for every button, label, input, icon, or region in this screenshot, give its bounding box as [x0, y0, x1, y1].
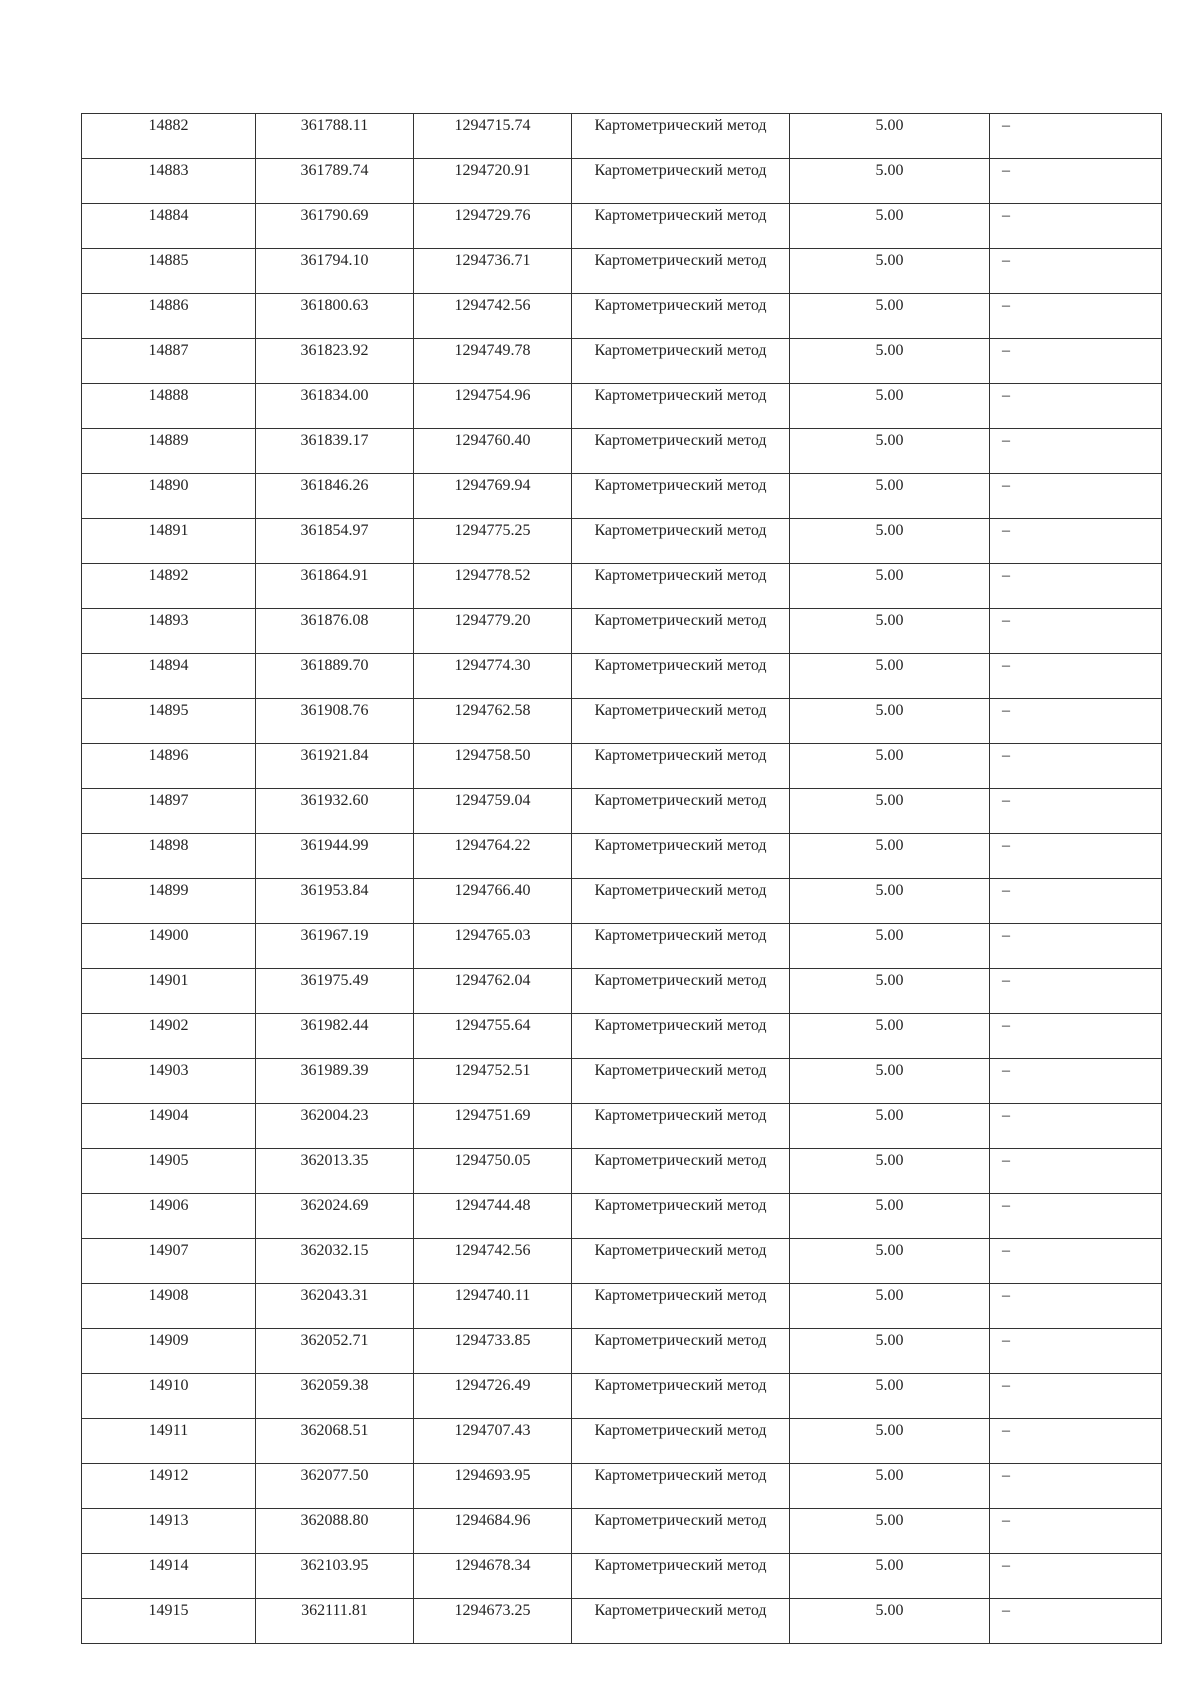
point-number-cell: 14891	[82, 519, 256, 564]
point-number-cell: 14910	[82, 1374, 256, 1419]
table-row	[82, 1554, 1162, 1599]
accuracy-cell: 5.00	[790, 1509, 990, 1554]
coordinate-x-cell: 361975.49	[256, 969, 414, 1014]
point-number-cell: 14914	[82, 1554, 256, 1599]
point-number-cell: 14892	[82, 564, 256, 609]
note-cell: –	[990, 564, 1162, 609]
method-cell: Картометрический метод	[572, 114, 790, 159]
coordinate-x-cell: 361864.91	[256, 564, 414, 609]
table-row	[82, 1419, 1162, 1464]
table-row	[82, 699, 1162, 744]
method-cell: Картометрический метод	[572, 969, 790, 1014]
coordinate-x-cell: 361790.69	[256, 204, 414, 249]
table-row	[82, 519, 1162, 564]
coordinate-x-cell: 362059.38	[256, 1374, 414, 1419]
coordinate-x-cell: 361794.10	[256, 249, 414, 294]
table-row	[82, 834, 1162, 879]
table-row	[82, 294, 1162, 339]
point-number-cell: 14893	[82, 609, 256, 654]
point-number-cell: 14902	[82, 1014, 256, 1059]
note-cell: –	[990, 1419, 1162, 1464]
coordinate-y-cell: 1294775.25	[414, 519, 572, 564]
coordinate-x-cell: 361846.26	[256, 474, 414, 519]
coordinate-y-cell: 1294729.76	[414, 204, 572, 249]
note-cell: –	[990, 1149, 1162, 1194]
coordinate-x-cell: 362088.80	[256, 1509, 414, 1554]
coordinate-y-cell: 1294752.51	[414, 1059, 572, 1104]
accuracy-cell: 5.00	[790, 654, 990, 699]
method-cell: Картометрический метод	[572, 474, 790, 519]
coordinate-x-cell: 362077.50	[256, 1464, 414, 1509]
method-cell: Картометрический метод	[572, 1374, 790, 1419]
note-cell: –	[990, 474, 1162, 519]
point-number-cell: 14904	[82, 1104, 256, 1149]
table-row	[82, 1194, 1162, 1239]
method-cell: Картометрический метод	[572, 654, 790, 699]
point-number-cell: 14895	[82, 699, 256, 744]
accuracy-cell: 5.00	[790, 1554, 990, 1599]
note-cell: –	[990, 114, 1162, 159]
point-number-cell: 14900	[82, 924, 256, 969]
coordinate-x-cell: 362024.69	[256, 1194, 414, 1239]
accuracy-cell: 5.00	[790, 1329, 990, 1374]
coordinate-x-cell: 361788.11	[256, 114, 414, 159]
method-cell: Картометрический метод	[572, 294, 790, 339]
accuracy-cell: 5.00	[790, 384, 990, 429]
point-number-cell: 14905	[82, 1149, 256, 1194]
note-cell: –	[990, 1239, 1162, 1284]
table-row	[82, 1104, 1162, 1149]
table-row	[82, 384, 1162, 429]
point-number-cell: 14909	[82, 1329, 256, 1374]
table-row	[82, 924, 1162, 969]
coordinate-x-cell: 361989.39	[256, 1059, 414, 1104]
method-cell: Картометрический метод	[572, 1509, 790, 1554]
coordinate-x-cell: 361982.44	[256, 1014, 414, 1059]
method-cell: Картометрический метод	[572, 204, 790, 249]
method-cell: Картометрический метод	[572, 1419, 790, 1464]
coordinate-x-cell: 361908.76	[256, 699, 414, 744]
accuracy-cell: 5.00	[790, 969, 990, 1014]
note-cell: –	[990, 294, 1162, 339]
table-row	[82, 204, 1162, 249]
method-cell: Картометрический метод	[572, 789, 790, 834]
coordinate-y-cell: 1294758.50	[414, 744, 572, 789]
accuracy-cell: 5.00	[790, 159, 990, 204]
point-number-cell: 14899	[82, 879, 256, 924]
coordinate-y-cell: 1294715.74	[414, 114, 572, 159]
method-cell: Картометрический метод	[572, 699, 790, 744]
accuracy-cell: 5.00	[790, 1419, 990, 1464]
coordinate-y-cell: 1294760.40	[414, 429, 572, 474]
accuracy-cell: 5.00	[790, 609, 990, 654]
note-cell: –	[990, 654, 1162, 699]
note-cell: –	[990, 339, 1162, 384]
coordinate-x-cell: 361889.70	[256, 654, 414, 699]
accuracy-cell: 5.00	[790, 1149, 990, 1194]
coordinate-x-cell: 361839.17	[256, 429, 414, 474]
accuracy-cell: 5.00	[790, 204, 990, 249]
table-row	[82, 609, 1162, 654]
point-number-cell: 14888	[82, 384, 256, 429]
method-cell: Картометрический метод	[572, 744, 790, 789]
coordinate-y-cell: 1294740.11	[414, 1284, 572, 1329]
coordinate-x-cell: 361854.97	[256, 519, 414, 564]
note-cell: –	[990, 159, 1162, 204]
accuracy-cell: 5.00	[790, 744, 990, 789]
coordinate-y-cell: 1294707.43	[414, 1419, 572, 1464]
table-row	[82, 654, 1162, 699]
coordinate-y-cell: 1294750.05	[414, 1149, 572, 1194]
method-cell: Картометрический метод	[572, 384, 790, 429]
coordinates-table	[81, 113, 1162, 1644]
coordinate-y-cell: 1294733.85	[414, 1329, 572, 1374]
accuracy-cell: 5.00	[790, 1374, 990, 1419]
method-cell: Картометрический метод	[572, 429, 790, 474]
coordinate-x-cell: 362032.15	[256, 1239, 414, 1284]
note-cell: –	[990, 1599, 1162, 1644]
point-number-cell: 14896	[82, 744, 256, 789]
table-row	[82, 744, 1162, 789]
note-cell: –	[990, 1104, 1162, 1149]
coordinate-x-cell: 362103.95	[256, 1554, 414, 1599]
method-cell: Картометрический метод	[572, 1599, 790, 1644]
coordinate-y-cell: 1294678.34	[414, 1554, 572, 1599]
note-cell: –	[990, 969, 1162, 1014]
table-row	[82, 114, 1162, 159]
coordinate-x-cell: 361834.00	[256, 384, 414, 429]
table-row	[82, 1464, 1162, 1509]
note-cell: –	[990, 789, 1162, 834]
method-cell: Картометрический метод	[572, 924, 790, 969]
table-row	[82, 1239, 1162, 1284]
method-cell: Картометрический метод	[572, 609, 790, 654]
note-cell: –	[990, 1464, 1162, 1509]
accuracy-cell: 5.00	[790, 294, 990, 339]
coordinate-y-cell: 1294762.04	[414, 969, 572, 1014]
accuracy-cell: 5.00	[790, 1194, 990, 1239]
note-cell: –	[990, 1374, 1162, 1419]
table-row	[82, 1374, 1162, 1419]
method-cell: Картометрический метод	[572, 1284, 790, 1329]
note-cell: –	[990, 429, 1162, 474]
accuracy-cell: 5.00	[790, 879, 990, 924]
method-cell: Картометрический метод	[572, 1239, 790, 1284]
table-row	[82, 1059, 1162, 1104]
coordinate-y-cell: 1294766.40	[414, 879, 572, 924]
coordinate-y-cell: 1294744.48	[414, 1194, 572, 1239]
point-number-cell: 14886	[82, 294, 256, 339]
note-cell: –	[990, 1194, 1162, 1239]
coordinate-y-cell: 1294684.96	[414, 1509, 572, 1554]
coordinate-x-cell: 362013.35	[256, 1149, 414, 1194]
coordinate-x-cell: 362043.31	[256, 1284, 414, 1329]
coordinate-x-cell: 361967.19	[256, 924, 414, 969]
accuracy-cell: 5.00	[790, 699, 990, 744]
note-cell: –	[990, 924, 1162, 969]
accuracy-cell: 5.00	[790, 564, 990, 609]
coordinate-x-cell: 361823.92	[256, 339, 414, 384]
coordinate-y-cell: 1294755.64	[414, 1014, 572, 1059]
note-cell: –	[990, 204, 1162, 249]
point-number-cell: 14915	[82, 1599, 256, 1644]
point-number-cell: 14913	[82, 1509, 256, 1554]
point-number-cell: 14898	[82, 834, 256, 879]
coordinate-x-cell: 362052.71	[256, 1329, 414, 1374]
table-row	[82, 1509, 1162, 1554]
coordinate-x-cell: 361921.84	[256, 744, 414, 789]
method-cell: Картометрический метод	[572, 564, 790, 609]
table-row	[82, 1329, 1162, 1374]
point-number-cell: 14907	[82, 1239, 256, 1284]
note-cell: –	[990, 1059, 1162, 1104]
method-cell: Картометрический метод	[572, 1059, 790, 1104]
point-number-cell: 14890	[82, 474, 256, 519]
accuracy-cell: 5.00	[790, 1239, 990, 1284]
coordinate-x-cell: 361876.08	[256, 609, 414, 654]
point-number-cell: 14901	[82, 969, 256, 1014]
coordinates-table-body	[82, 114, 1162, 1644]
coordinate-y-cell: 1294693.95	[414, 1464, 572, 1509]
accuracy-cell: 5.00	[790, 834, 990, 879]
coordinate-y-cell: 1294736.71	[414, 249, 572, 294]
note-cell: –	[990, 834, 1162, 879]
accuracy-cell: 5.00	[790, 789, 990, 834]
accuracy-cell: 5.00	[790, 249, 990, 294]
method-cell: Картометрический метод	[572, 519, 790, 564]
coordinate-y-cell: 1294774.30	[414, 654, 572, 699]
method-cell: Картометрический метод	[572, 1014, 790, 1059]
method-cell: Картометрический метод	[572, 1329, 790, 1374]
table-row	[82, 249, 1162, 294]
method-cell: Картометрический метод	[572, 249, 790, 294]
table-row	[82, 879, 1162, 924]
table-row	[82, 564, 1162, 609]
point-number-cell: 14887	[82, 339, 256, 384]
note-cell: –	[990, 744, 1162, 789]
coordinate-x-cell: 361800.63	[256, 294, 414, 339]
method-cell: Картометрический метод	[572, 159, 790, 204]
table-row	[82, 969, 1162, 1014]
coordinate-y-cell: 1294749.78	[414, 339, 572, 384]
method-cell: Картометрический метод	[572, 1554, 790, 1599]
note-cell: –	[990, 1329, 1162, 1374]
accuracy-cell: 5.00	[790, 1284, 990, 1329]
coordinate-y-cell: 1294764.22	[414, 834, 572, 879]
table-row	[82, 1149, 1162, 1194]
coordinate-y-cell: 1294742.56	[414, 1239, 572, 1284]
accuracy-cell: 5.00	[790, 1059, 990, 1104]
table-row	[82, 1599, 1162, 1644]
point-number-cell: 14889	[82, 429, 256, 474]
method-cell: Картометрический метод	[572, 1464, 790, 1509]
point-number-cell: 14894	[82, 654, 256, 699]
point-number-cell: 14885	[82, 249, 256, 294]
point-number-cell: 14884	[82, 204, 256, 249]
accuracy-cell: 5.00	[790, 339, 990, 384]
note-cell: –	[990, 879, 1162, 924]
point-number-cell: 14903	[82, 1059, 256, 1104]
coordinate-y-cell: 1294751.69	[414, 1104, 572, 1149]
coordinate-y-cell: 1294673.25	[414, 1599, 572, 1644]
note-cell: –	[990, 609, 1162, 654]
coordinate-y-cell: 1294742.56	[414, 294, 572, 339]
accuracy-cell: 5.00	[790, 1599, 990, 1644]
method-cell: Картометрический метод	[572, 834, 790, 879]
coordinate-y-cell: 1294778.52	[414, 564, 572, 609]
coordinate-x-cell: 361932.60	[256, 789, 414, 834]
table-row	[82, 1284, 1162, 1329]
note-cell: –	[990, 1509, 1162, 1554]
table-row	[82, 474, 1162, 519]
point-number-cell: 14897	[82, 789, 256, 834]
coordinate-x-cell: 361944.99	[256, 834, 414, 879]
method-cell: Картометрический метод	[572, 339, 790, 384]
point-number-cell: 14908	[82, 1284, 256, 1329]
coordinate-y-cell: 1294720.91	[414, 159, 572, 204]
coordinate-y-cell: 1294779.20	[414, 609, 572, 654]
note-cell: –	[990, 384, 1162, 429]
accuracy-cell: 5.00	[790, 924, 990, 969]
method-cell: Картометрический метод	[572, 1149, 790, 1194]
accuracy-cell: 5.00	[790, 519, 990, 564]
table-row	[82, 159, 1162, 204]
note-cell: –	[990, 1554, 1162, 1599]
note-cell: –	[990, 1014, 1162, 1059]
point-number-cell: 14883	[82, 159, 256, 204]
accuracy-cell: 5.00	[790, 429, 990, 474]
point-number-cell: 14906	[82, 1194, 256, 1239]
coordinate-x-cell: 362004.23	[256, 1104, 414, 1149]
coordinate-y-cell: 1294769.94	[414, 474, 572, 519]
point-number-cell: 14911	[82, 1419, 256, 1464]
note-cell: –	[990, 1284, 1162, 1329]
accuracy-cell: 5.00	[790, 1464, 990, 1509]
note-cell: –	[990, 699, 1162, 744]
coordinate-y-cell: 1294762.58	[414, 699, 572, 744]
coordinate-x-cell: 361953.84	[256, 879, 414, 924]
method-cell: Картометрический метод	[572, 1194, 790, 1239]
accuracy-cell: 5.00	[790, 474, 990, 519]
coordinate-y-cell: 1294726.49	[414, 1374, 572, 1419]
note-cell: –	[990, 519, 1162, 564]
coordinate-y-cell: 1294765.03	[414, 924, 572, 969]
note-cell: –	[990, 249, 1162, 294]
table-row	[82, 789, 1162, 834]
accuracy-cell: 5.00	[790, 1104, 990, 1149]
coordinate-x-cell: 361789.74	[256, 159, 414, 204]
point-number-cell: 14912	[82, 1464, 256, 1509]
method-cell: Картометрический метод	[572, 1104, 790, 1149]
table-row	[82, 339, 1162, 384]
coordinate-x-cell: 362111.81	[256, 1599, 414, 1644]
table-row	[82, 429, 1162, 474]
table-row	[82, 1014, 1162, 1059]
point-number-cell: 14882	[82, 114, 256, 159]
coordinate-y-cell: 1294754.96	[414, 384, 572, 429]
coordinate-x-cell: 362068.51	[256, 1419, 414, 1464]
accuracy-cell: 5.00	[790, 1014, 990, 1059]
coordinate-y-cell: 1294759.04	[414, 789, 572, 834]
method-cell: Картометрический метод	[572, 879, 790, 924]
accuracy-cell: 5.00	[790, 114, 990, 159]
